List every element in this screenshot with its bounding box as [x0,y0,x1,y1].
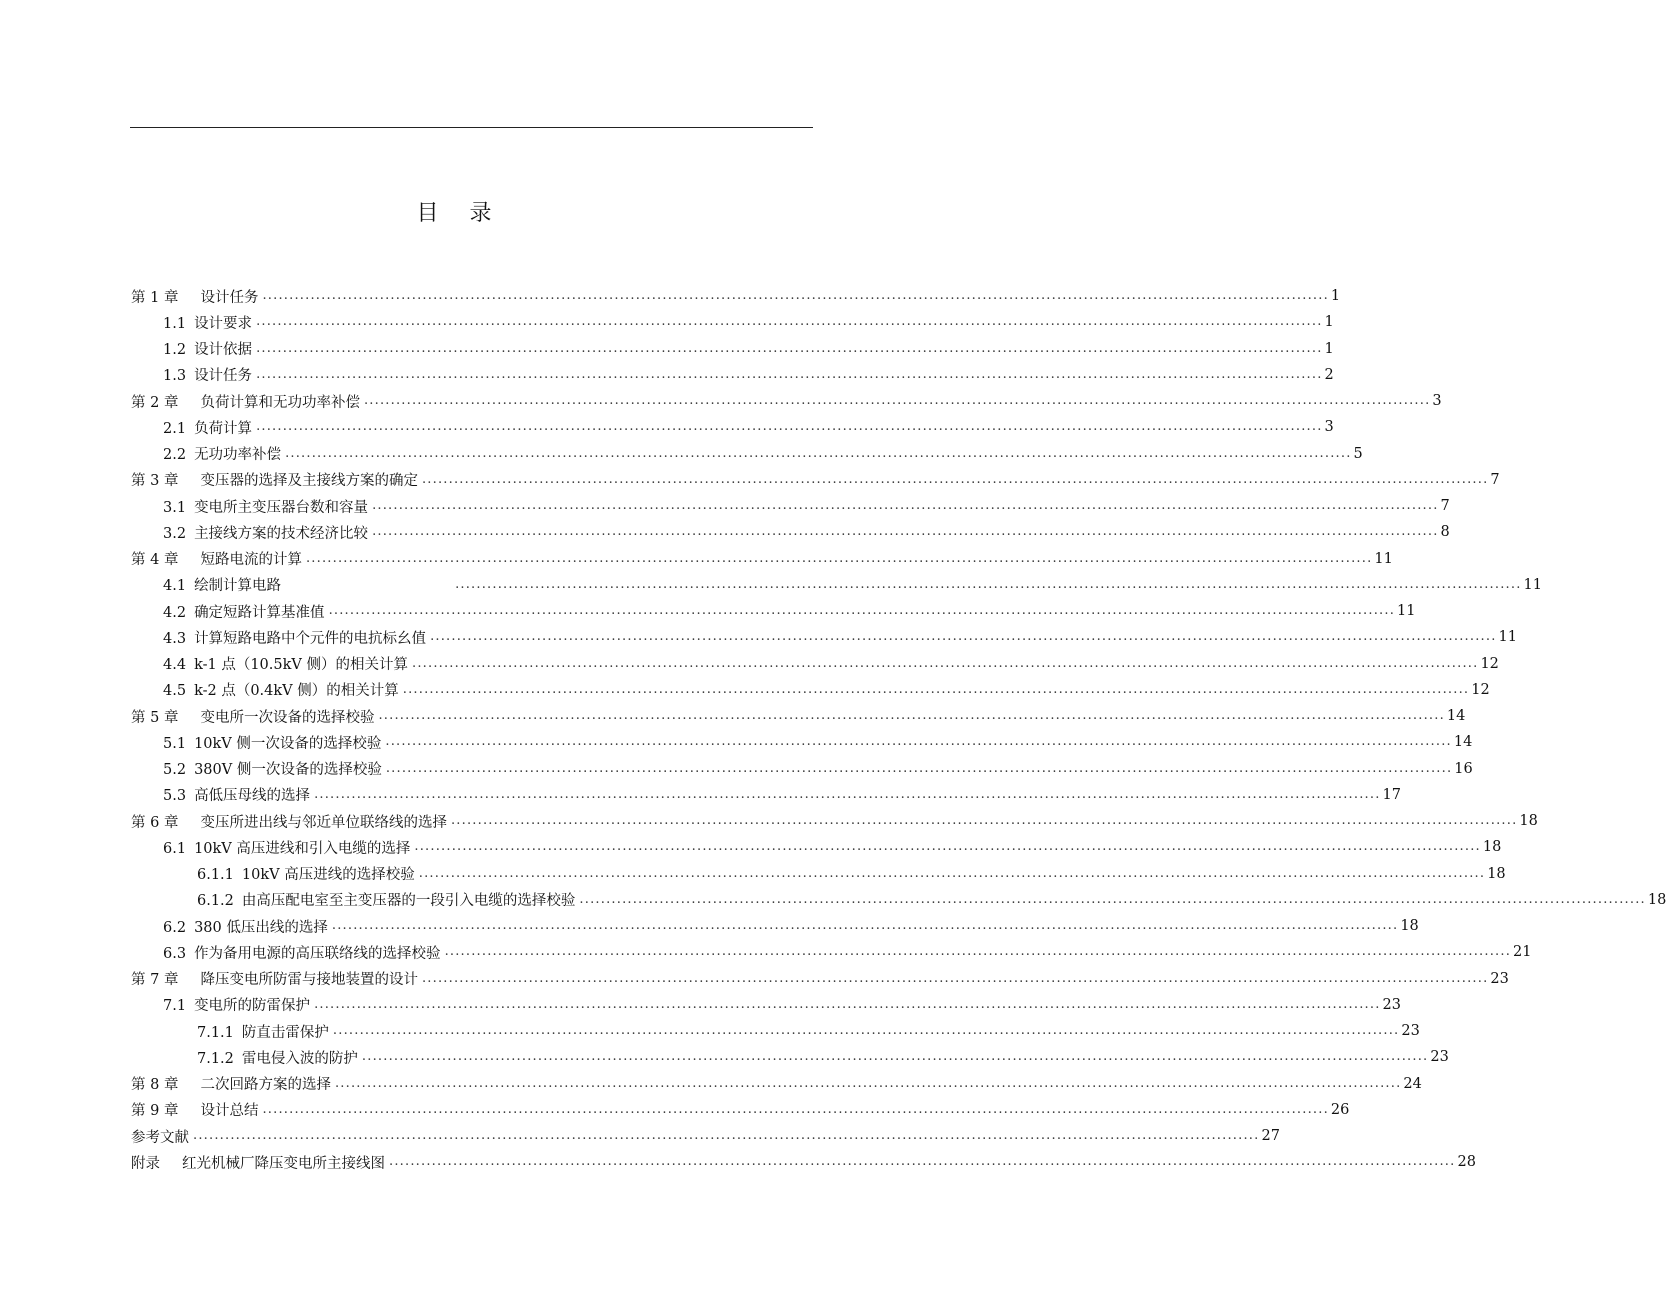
toc-entry[interactable] [163,336,1334,362]
toc-entry-label [197,889,579,910]
toc-entry-label [163,994,314,1015]
toc-entry[interactable] [131,283,1341,309]
toc-entry[interactable] [131,467,1500,493]
toc-page-number: 8 [1440,524,1450,541]
toc-entry-number: 第 9 章 [131,1103,179,1120]
toc-dot-leader: ........................................................................................................................................................................................................ [579,891,1646,907]
toc-dot-leader: ........................................................................................................................................................................................................ [332,1023,1400,1038]
toc-entry-label [163,837,414,858]
toc-page-number: 1 [1324,314,1334,331]
toc-entry-text: 高低压母线的选择 [194,788,311,805]
toc-dot-leader: ........................................................................................................................................................................................................ [314,786,1381,802]
toc-entry-text: k-1 点（10.5kV 侧）的相关计算 [194,657,408,673]
toc-entry-text: 作为备用电源的高压联络线的选择校验 [194,945,441,962]
toc-entry-text: 380 低压出线的选择 [194,919,328,936]
toc-entry[interactable] [163,913,1419,939]
toc-dot-leader: ........................................................................................................................................................................................................ [285,445,1352,461]
toc-entry[interactable] [131,1097,1350,1123]
toc-entry-text: 变压所进出线与邻近单位联络线的选择 [200,814,447,831]
toc-page-number: 18 [1482,839,1502,856]
toc-entry-label [131,548,306,569]
toc-dot-leader: ........................................................................................................................................................................................................ [361,1049,1429,1065]
toc-entry-text: 确定短路计算基准值 [194,604,325,621]
toc-entry-text: 10kV 侧一次设备的选择校验 [194,735,382,752]
toc-entry[interactable] [163,441,1363,467]
toc-dot-leader: ........................................................................................................................................................................................................ [402,681,1470,697]
toc-entry-number: 第 4 章 [131,552,179,568]
toc-entry-label [131,1152,389,1173]
toc-page-number: 26 [1330,1101,1350,1118]
toc-dot-leader: ........................................................................................................................................................................................................ [256,340,1323,356]
toc-entry-number: 7.1.1 [197,1024,234,1041]
toc-page-number: 23 [1382,996,1401,1013]
toc-entry[interactable] [131,703,1466,729]
toc-entry-label [163,338,256,359]
toc-dot-leader: ........................................................................................................................................................................................................ [328,603,1396,618]
toc-entry-label [131,469,422,490]
toc-entry-label [163,758,386,779]
toc-entry[interactable] [197,887,1666,913]
toc-entry-label [131,1126,193,1147]
toc-page-number: 3 [1432,393,1442,409]
toc-dot-leader: ........................................................................................................................................................................................................ [314,996,1381,1012]
toc-page-number: 28 [1457,1154,1476,1171]
toc-entry[interactable] [131,1149,1476,1175]
toc-entry[interactable] [197,1044,1449,1070]
toc-entry-text: 设计任务 [194,368,253,385]
toc-entry-number: 5.3 [163,788,187,805]
toc-entry-number: 3.1 [163,499,187,516]
toc-entry-number: 4.5 [163,683,187,700]
toc-entry-text: 10kV 高压进线和引入电缆的选择 [194,840,411,857]
toc-page-number: 2 [1324,366,1334,383]
toc-entry-text: 变电所的防雷保护 [194,998,311,1015]
toc-page-number: 12 [1480,655,1499,672]
toc-page-number: 7 [1490,471,1500,488]
toc-entry-label [197,863,419,884]
toc-entry-text: 防直击雷保护 [241,1024,329,1041]
toc-entry-label [163,601,329,622]
toc-page-number: 11 [1374,550,1393,567]
toc-dot-leader: ........................................................................................................................................................................................................ [455,576,1522,592]
toc-dot-leader: ........................................................................................................................................................................................................ [256,419,1323,435]
toc-entry-text: 设计要求 [194,315,253,332]
toc-entry[interactable] [163,651,1499,677]
toc-entry-label [163,732,385,753]
toc-entry[interactable] [163,572,1542,598]
toc-entry-label [163,679,403,700]
toc-entry-number: 5.2 [163,762,187,778]
toc-entry[interactable] [131,1071,1422,1097]
toc-page-number: 14 [1446,708,1466,724]
toc-dot-leader: ........................................................................................................................................................................................................ [334,1075,1402,1091]
toc-entry[interactable] [163,493,1450,519]
toc-entry-text: k-2 点（0.4kV 侧）的相关计算 [194,683,399,700]
toc-entry-label [131,706,378,727]
toc-entry-text: 变电所主变压器台数和容量 [194,499,369,516]
toc-entry-label [163,942,445,963]
toc-entry-text: 二次回路方案的选择 [200,1077,331,1093]
toc-entry[interactable] [197,1018,1420,1044]
toc-entry[interactable] [163,782,1401,808]
toc-entry-label [131,1073,335,1094]
toc-entry-label [197,1021,333,1042]
toc-entry-number: 4.3 [163,630,187,647]
toc-dot-leader: ........................................................................................................................................................................................................ [385,760,1453,776]
toc-entry[interactable] [163,309,1334,335]
toc-entry-number: 2.1 [163,420,187,437]
toc-entry[interactable] [197,861,1506,887]
toc-entry[interactable] [163,624,1517,650]
toc-page-number: 16 [1454,760,1473,777]
toc-page-number: 18 [1400,918,1419,934]
toc-entry-number: 第 1 章 [131,289,179,306]
toc-entry-label [163,312,256,333]
toc-entry-label [163,443,285,464]
toc-dot-leader: ........................................................................................................................................................................................................ [385,734,1452,750]
toc-entry[interactable] [163,992,1401,1018]
toc-entry-label [197,1047,362,1068]
toc-dot-leader: ........................................................................................................................................................................................................ [444,944,1512,960]
toc-dot-leader: ........................................................................................................................................................................................................ [450,813,1518,828]
toc-dot-leader: ........................................................................................................................................................................................................ [256,366,1323,382]
toc-entry-label [163,417,256,438]
toc-entry-number: 7.1.2 [197,1050,234,1067]
toc-entry-number: 1.2 [163,342,187,358]
toc-page-number: 12 [1471,681,1490,698]
toc-entry[interactable] [131,1123,1280,1149]
toc-entry[interactable] [163,598,1416,624]
toc-entry-text: 短路电流的计算 [200,552,302,568]
toc-page-number: 3 [1324,419,1334,436]
toc-entry-label [163,496,372,517]
toc-page-number: 17 [1382,786,1401,803]
toc-entry-text: 红光机械厂降压变电所主接线图 [182,1155,385,1172]
toc-entry[interactable] [163,414,1334,440]
toc-entry-number: 7.1 [163,998,187,1015]
toc-page-number: 7 [1440,498,1450,514]
toc-entry-number: 5.1 [163,735,187,752]
toc-entry-number: 4.1 [163,578,187,595]
toc-dot-leader: ........................................................................................................................................................................................................ [193,1128,1260,1143]
toc-entry[interactable] [163,519,1450,545]
toc-dot-leader: ........................................................................................................................................................................................................ [378,708,1445,723]
toc-dot-leader: ........................................................................................................................................................................................................ [262,1101,1329,1117]
toc-page-number: 11 [1397,603,1416,619]
toc-dot-leader: ........................................................................................................................................................................................................ [372,498,1439,513]
toc-entry-label [163,653,412,674]
toc-entry-number: 第 3 章 [131,473,179,490]
toc-entry-text: 380V 侧一次设备的选择校验 [194,762,382,778]
toc-entry-text: 计算短路电路中个元件的电抗标幺值 [194,630,427,647]
toc-entry-label [163,522,372,543]
toc-entry-number: 6.1 [163,840,187,857]
toc-entry-number: 6.1.2 [197,893,234,910]
toc-page-number: 23 [1490,970,1509,987]
toc-entry-text: 由高压配电室至主变压器的一段引入电缆的选择校验 [241,893,576,910]
toc-dot-leader: ........................................................................................................................................................................................................ [414,839,1481,855]
toc-entry-label [163,574,285,595]
toc-dot-leader: ........................................................................................................................................................................................................ [411,655,1479,671]
toc-page-number: 11 [1498,629,1517,646]
toc-entry[interactable] [163,677,1490,703]
toc-page-number: 1 [1330,288,1341,304]
toc-entry-text: 设计任务 [200,289,259,306]
toc-dot-leader: ........................................................................................................................................................................................................ [389,1154,1456,1170]
toc-entry-text: 变压器的选择及主接线方案的确定 [200,473,418,490]
toc-page-number: 18 [1487,865,1506,882]
toc-entry-label [163,364,256,385]
toc-entry[interactable] [131,808,1538,834]
toc-entry-number: 第 8 章 [131,1077,179,1093]
toc-entry-label [131,391,364,412]
toc-entry-text: 参考文献 [131,1129,189,1146]
toc-entry-label [131,968,422,989]
toc-entry-text: 绘制计算电路 [194,578,282,595]
toc-page-number: 27 [1261,1128,1280,1144]
toc-entry[interactable] [163,834,1502,860]
toc-dot-leader: ........................................................................................................................................................................................................ [256,314,1323,330]
toc-entry-text: 主接线方案的技术经济比较 [194,525,369,542]
toc-entry-text: 设计依据 [194,342,253,358]
toc-entry-label [131,286,262,307]
toc-entry-number: 4.2 [163,604,187,621]
toc-entry[interactable] [131,388,1442,414]
toc-page-number: 14 [1453,734,1473,751]
toc-entry-text: 降压变电所防雷与接地装置的设计 [200,972,418,988]
toc-entry-label [163,784,314,805]
toc-page-number: 23 [1430,1049,1449,1066]
toc-entry-text: 设计总结 [200,1103,259,1120]
toc-entry[interactable] [131,966,1509,992]
header-rule [130,127,813,128]
toc-entry-label [163,627,430,648]
toc-entry-number: 1.1 [163,315,187,332]
toc-entry-number: 4.4 [163,657,187,673]
toc-page-number: 18 [1647,891,1666,908]
toc-entry-label [163,916,332,937]
toc-entry-number: 第 5 章 [131,709,179,726]
toc-entry-number: 6.1.1 [197,867,234,883]
toc-entry-text: 负荷计算 [194,420,253,437]
toc-dot-leader: ........................................................................................................................................................................................................ [421,471,1489,487]
toc-page-number: 23 [1401,1023,1420,1039]
page-title: 目 录 [416,201,504,226]
toc-dot-leader: ........................................................................................................................................................................................................ [418,865,1486,881]
toc-entry-text: 变电所一次设备的选择校验 [200,709,375,726]
toc-entry[interactable] [163,729,1473,755]
toc-entry-number: 第 6 章 [131,814,179,831]
toc-dot-leader: ........................................................................................................................................................................................................ [262,288,1329,303]
toc-dot-leader: ........................................................................................................................................................................................................ [421,970,1489,986]
toc-dot-leader: ........................................................................................................................................................................................................ [372,524,1439,540]
toc-entry[interactable] [163,362,1334,388]
toc-page-number: 1 [1324,340,1334,357]
toc-page-number: 21 [1513,944,1532,961]
toc-dot-leader: ........................................................................................................................................................................................................ [430,629,1497,645]
toc-page-number: 24 [1403,1075,1422,1092]
toc-entry-text: 雷电侵入波的防护 [241,1050,358,1067]
toc-entry-number: 附录 [131,1155,160,1172]
toc-entry-number: 第 2 章 [131,394,179,411]
toc-entry-number: 6.2 [163,919,187,936]
toc-entry-label [131,1099,262,1120]
toc-entry-text: 负荷计算和无功功率补偿 [200,394,360,411]
toc-page-number: 11 [1523,576,1542,593]
toc-entry-number: 2.2 [163,447,187,463]
toc-entry-text: 无功功率补偿 [194,447,282,463]
toc-entry-number: 1.3 [163,368,187,385]
toc-page-number: 5 [1353,445,1363,462]
toc-entry[interactable] [163,756,1473,782]
toc-dot-leader: ........................................................................................................................................................................................................ [363,393,1431,408]
toc-entry-number: 6.3 [163,945,187,962]
toc-entry[interactable] [163,939,1532,965]
toc-entry-number: 第 7 章 [131,972,179,988]
toc-entry-number: 3.2 [163,525,187,542]
toc-dot-leader: ........................................................................................................................................................................................................ [331,918,1399,933]
toc-page-number: 18 [1519,813,1538,829]
toc-entry[interactable] [131,546,1393,572]
toc-entry-label [131,811,451,832]
toc-entry-text: 10kV 高压进线的选择校验 [241,867,415,883]
toc-dot-leader: ........................................................................................................................................................................................................ [305,550,1373,566]
